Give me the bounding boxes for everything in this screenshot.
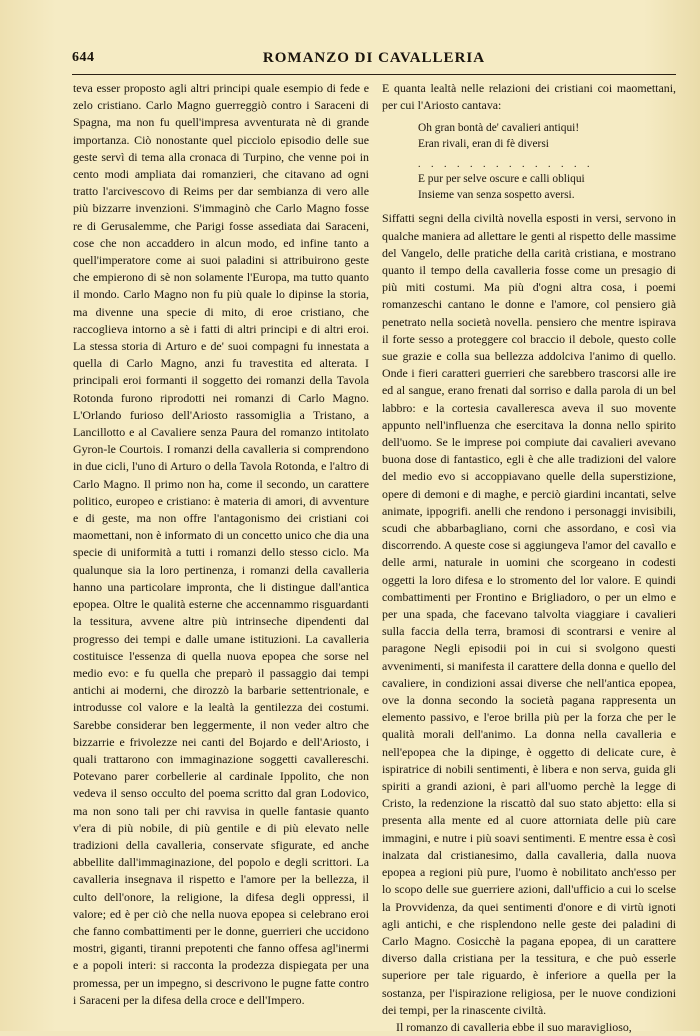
verse-ellipsis: . . . . . . . . . . . . . . xyxy=(418,158,594,170)
body-paragraph: Il romanzo di cavalleria ebbe il suo maraviglioso, xyxy=(396,1019,632,1034)
verse-line: Insieme van senza sospetto aversi. xyxy=(418,188,575,201)
body-paragraph: E quanta lealtà nelle relazioni dei cristiani coi maomettani, per cui l'Ariosto cantava: xyxy=(382,81,676,113)
right-column xyxy=(382,80,676,1036)
verse-quotation xyxy=(418,121,676,203)
running-title: ROMANZO DI CAVALLERIA xyxy=(262,50,486,66)
verse-line: Oh gran bontà de' cavalieri antiqui! xyxy=(418,122,580,135)
body-paragraph: teva esser proposto agli altri principi quale esempio di fede e zelo cristiano. Carlo Magno guerreggiò contro i Saraceni di Spagna, ma non fu quell'impresa avventurata nè di grande importanza. Ciò nonostante quel picciolo episodio delle sue geste servì di tema alla cronaca di Turpino, che venne poi in cento modi ampliata dai romanzieri, che citavano ad ogni tratto l'arcivescovo di Reims per dar sembianza di vero alle più bizzarre invenzioni. S'immaginò che Carlo Magno fosse re di Gerusalemme, che Parigi fosse assediata dai Saraceni, cose che non accaddero in alcun modo, ed infine tanto a quell'imperatore come ai suoi paladini si attribuirono geste che empierono di sè non solamente l'Europa, ma tutto quanto il mondo. Carlo Magno non fu più quale lo dipinse la storia, ma divenne una specie di mito, di eroe cristiano, che raccoglieva intorno a sè i fatti di altri principi e di altri eroi. La stessa storia di Arturo e de' suoi compagni fu innestata a quella di Carlo Magno, anzi fu travestita ed alterata. I principali eroi formanti il soggetto dei romanzi della Tavola Rotonda furono riprodotti nei romanzi di Carlo Magno. L'Orlando furioso dell'Ariosto rassomiglia a Tristano, a Lancillotto e al Cavaliere senza Paura del romanzo intitolato Gyron-le Courtois. I romanzi della cavalleria si comprendono in due cicli, l'uno di Arturo o della Tavola Rotonda, e l'altro di Carlo Magno. Il primo non ha, come il secondo, un carattere politico, europeo e cristiano: è materia di amori, di avventure e di geste, ma non offre l'antagonismo dei cristiani coi maomettani, non è informato di un concetto unico che dia una specie di uniformità a tutti i romanzi dello stesso ciclo. Ma qualunque sia la loro pertinenza, i romanzi della cavalleria hanno una particolare impronta, che li distingue dall'antica epopea. Oltre le qualità esterne che accennammo risguardanti la tessitura, avvene altre più intrinseche dipendenti dal progresso dei tempi e dalle umane istituzioni. La cavalleria costituisce l'essenza di quella nuova epopea che sorse nel medio evo: e fu quella che preparò il passaggio dai tempi antichi ai moderni, che dirozzò la barbarie settentrionale, e introdusse col valore e la lealtà la gentilezza dei costumi. Sarebbe considerar ben leggermente, il non veder altro che bizzarrie e frivolezze nei canti del Bojardo e dell'Ariosto, i quali trattarono con immaginazione soggetti cavallereschi. Potevano parer corbellerie al cardinale Ippolito, che non vedeva il senso occulto del poema scritto dal gran Lodovico, ma non sono tali per chi ravvisa in quelle fantasie quanto v'era di più nobile, di più gentile e di più elevato nelle tradizioni della cavalleria, conservate sfigurate, ed anche abbellite dall'immaginazione, del popolo e degli scrittori. La cavalleria insegnava il rispetto e l'amore per la bellezza, il culto dell'onore, la religione, la difesa degli oppressi, il valore; ed è per ciò che nella nuova epopea si celebrano eroi che fanno combattimenti per le donne, guerrieri che uccidono mostri, giganti, tiranni prepotenti che fanno offesa agl'inermi e a popoli interi: si racconta la prodezza dispiegata per una promessa, per un impegno, si descrivono le pugne fatte contro i Saraceni per la difesa della croce e dell'Impero. xyxy=(73,81,369,1007)
verse-line: E pur per selve oscure e calli obliqui xyxy=(418,173,585,186)
left-column xyxy=(73,80,369,1009)
verse-line: Eran rivali, eran di fè diversi xyxy=(418,138,549,150)
header-rule xyxy=(72,74,676,75)
page-header xyxy=(72,50,676,72)
page-number: 644 xyxy=(72,50,95,65)
body-paragraph: Siffatti segni della civiltà novella esposti in versi, servono in qualche maniera ad allettare le genti al rispetto delle massime del Vangelo, delle pratiche della carità cristiana, e mostrano quanto il tempo della cavalleria fosse come un presagio di più miti costumi. Ma più d'ogni altra cosa, i poemi romanzeschi cantano le donne e l'amore, col pensiero già penetrato nella società novella. pensiero che mentre ispirava il forte sesso a proteggere col braccio il debole, questo colle sue grazie e colla sua bellezza addolciva l'animo di quello. Onde i fieri caratteri guerrieri che sarebbero trascorsi alle ire ed al sangue, erano frenati dal sorriso e dalla parola di un bel labbro: e la cortesia cavalleresca aveva il suo movente appunto nell'influenza che esercitava la donna nello spirito dell'uomo. Se le imprese poi compiute dai cavalieri avevano buona dose di fantastico, egli è che alle tradizioni del valore del medio evo si accoppiavano quelle della superstizione, opere di demoni e di maghe, e perciò giardini incantati, selve animate, ippogrifi. anelli che rendono i personaggi invisibili, scudi che abbarbagliano, corni che assordano, e così via discorrendo. A queste cose si aggiungeva l'amor del cavallo e delle armi, naturale in uomini che scorgeano in codesti oggetti la loro difesa e lo stromento del lor valore. E quindi combattimenti per Frontino e Brigliadoro, o per un elmo e per una spada, che facevano talvolta viaggiare i cavalieri sulla faccia della terra, bramosi di scontrarsi e venire al paragone Negli episodii poi in cui si svolgono questi avvenimenti, si manifesta il carattere della donna e quello del cavaliere, in condizioni assai diverse che nell'antica epopea, ove la donna secondo la società pagana rappresenta un elemento passivo, e l'eroe brilla più per la forza che per le qualità morali dell'animo. La donna nella cavalleria e nell'epopea che la dipinge, è oggetto di delicate cure, è ispiratrice di nobili sentimenti, è libera e non serva, guida gli spiriti a grandi azioni, è pari all'uomo perchè la legge di Cristo, la redenzione la riscattò dal suo stato abjetto: ella si presenta alla mente ed al cuore attorniata delle più care immagini, e nutre i più soavi sentimenti. E mentre essa è così inalzata dal cristianesimo, dalla cavalleria, dalla nuova epopea a regioni più pure, l'uomo è nobilitato anch'esso per lo scopo delle sue guerriere azioni, dall'ufficio a cui lo scelse la Provvidenza, da quei sentimenti d'onore e di virtù ignoti agli antichi, e che risplendono nelle geste dei paladini di Carlo Magno. Cosicchè la pagana epopea, di un carattere diverso dalla cristiana per la tessitura, e che può esserle superiore per tale riguardo, è inferiore a quella per la sostanza, per l'ispirazione religiosa, per le nuove condizioni dei tempi, per la rinascente civiltà. xyxy=(382,211,676,1017)
